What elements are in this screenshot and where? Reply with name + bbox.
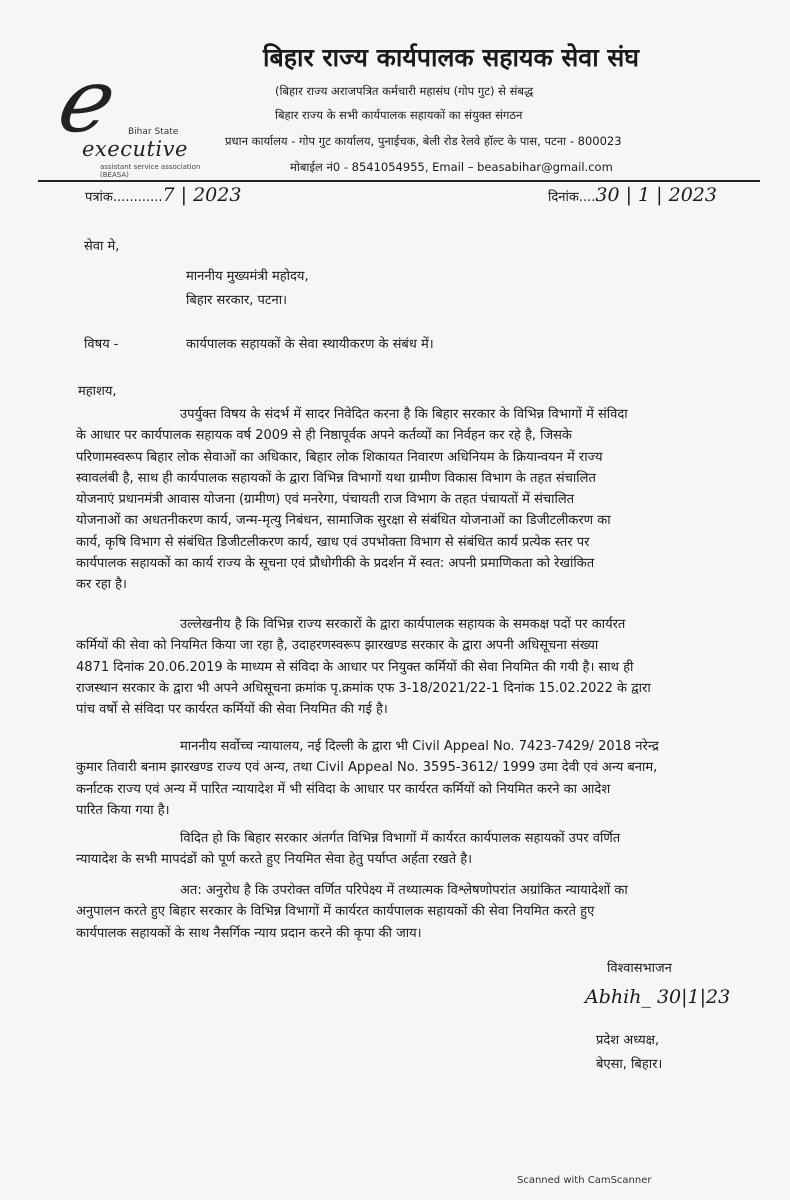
paragraph-line: योजनाएं प्रधानमंत्री आवास योजना (ग्रामीण) एवं मनरेगा, पंचायती राज विभाग के तहत पंचायतों में संचालित (76, 492, 575, 508)
handwritten-signature: Abhih_ 30|1|23 (585, 986, 731, 1008)
contact-line: मोबाईल नं0 - 8541054955, Email – beasabihar@gmail.com (290, 160, 613, 174)
organization-name: बेएसा, बिहार। (596, 1057, 663, 1072)
affiliation-line: (बिहार राज्य अराजपत्रित कर्मचारी महासंघ (गोप गुट) से संबद्ध (275, 84, 534, 98)
patrank-row: पत्रांक............7 | 2023 (85, 184, 242, 206)
paragraph-line: अनुपालन करते हुए बिहार सरकार के विभिन्न विभागों में कार्यरत कार्यपालक सहायकों की सेवा नियमित करते हुए (76, 904, 595, 920)
recipient-line-1: माननीय मुख्यमंत्री महोदय, (186, 269, 309, 284)
paragraph-line: कर रहा है। (76, 577, 127, 593)
paragraph-line: कुमार तिवारी बनाम झारखण्ड राज्य एवं अन्य, तथा Civil Appeal No. 3595-3612/ 1999 उमा देवी एवं अन्य बनाम, (76, 760, 658, 776)
header-divider (38, 180, 760, 182)
paragraph-2 (76, 614, 734, 720)
paragraph-line: राजस्थान सरकार के द्वारा भी अपने अधिसूचना क्रमांक पृ.क्रमांक एफ 3-18/2021/22-1 दिनांक 15.02.2022 के द्वारा (76, 680, 651, 696)
paragraph-line: परिणामस्वरूप बिहार लोक सेवाओं का अधिकार, बिहार लोक शिकायत निवारण अधिनियम के क्रियान्वयन में राज्य (76, 449, 603, 465)
organization-logo (40, 49, 210, 179)
patrank-label: पत्रांक (85, 190, 113, 205)
logo-e-glyph: ℯ (54, 49, 107, 152)
salutation: महाशय, (78, 384, 117, 399)
date-label: दिनांक (548, 190, 579, 205)
subject-label: विषय - (84, 337, 119, 352)
office-address: प्रधान कार्यालय - गोप गुट कार्यालय, पुनाईचक, बेली रोड रेलवे हॉल्ट के पास, पटना - 800023 (225, 134, 622, 148)
paragraph-line: कर्नाटक राज्य एवं अन्य में पारित न्यायादेश में भी संविदा के आधार पर कार्यरत कर्मियों को नियमित करने का आदेश (76, 781, 611, 797)
paragraph-1 (76, 404, 734, 596)
designation: प्रदेश अध्यक्ष, (596, 1033, 660, 1048)
patrank-value: 7 | 2023 (162, 184, 242, 206)
paragraph-line: स्वावलंबी है, साथ ही कार्यपालक सहायकों के द्वारा विभिन्न विभागों यथा ग्रामीण विकास विभाग के तहत संचालित (76, 470, 596, 486)
paragraph-line: अत: अनुरोध है कि उपरोक्त वर्णित परिपेक्ष्य में तथ्यात्मक विश्लेषणोपरांत अग्रांकित न्यायादेशों का (180, 883, 628, 898)
paragraph-line: कार्य, कृषि विभाग से संबंधित डिजीटलीकरण कार्य, खाध एवं उपभोक्ता विभाग से संबंधित कार्य प्रत्येक स्तर पर (76, 534, 590, 550)
paragraph-line: पारित किया गया है। (76, 802, 170, 818)
date-value: 30 | 1 | 2023 (595, 184, 717, 206)
paragraph-line: कार्यपालक सहायकों के साथ नैसर्गिक न्याय प्रदान करने की कृपा की जाय। (76, 925, 422, 941)
paragraph-3 (76, 736, 734, 821)
paragraph-line: उल्लेखनीय है कि विभिन्न राज्य सरकारों के द्वारा कार्यपालक सहायक के समकक्ष पदों पर कार्यरत (180, 617, 626, 632)
vishwas-bhajan: विश्वासभाजन (607, 961, 672, 976)
paragraph-line: योजनाओं का अधतनीकरण कार्य, जन्म-मृत्यु निबंधन, सामाजिक सुरक्षा से संबंधित योजनाओं का डिजीटलीकरण का (76, 513, 611, 529)
organization-title: बिहार राज्य कार्यपालक सहायक सेवा संघ (263, 43, 640, 72)
logo-subtext: assistant service association (BEASA) (100, 163, 201, 179)
paragraph-line: माननीय सर्वोच्च न्यायालय, नई दिल्ली के द्वारा भी Civil Appeal No. 7423-7429/ 2018 नरेन्द्र (180, 739, 659, 754)
paragraph-5 (76, 880, 734, 944)
logo-state-text: Bihar State (128, 127, 179, 137)
paragraph-line: उपर्युक्त विषय के संदर्भ में सादर निवेदित करना है कि बिहार सरकार के विभिन्न विभागों में संविदा (180, 407, 628, 422)
scanner-watermark: Scanned with CamScanner (517, 1175, 652, 1186)
recipient-line-2: बिहार सरकार, पटना। (186, 293, 287, 308)
union-line: बिहार राज्य के सभी कार्यपालक सहायकों का संयुक्त संगठन (275, 108, 523, 122)
paragraph-line: न्यायादेश के सभी मापदंडों को पूर्ण करते हुए नियमित सेवा हेतु पर्याप्त अर्हता रखते है। (76, 852, 473, 868)
paragraph-line: 4871 दिनांक 20.06.2019 के माध्यम से संविदा के आधार पर नियुक्त कर्मियों की सेवा नियमित की गयी है। साथ ही (76, 659, 634, 675)
subject-text: कार्यपालक सहायकों के सेवा स्थायीकरण के संबंध में। (186, 337, 434, 352)
seva-me: सेवा मे, (84, 239, 120, 254)
paragraph-line: पांच वर्षो से संविदा पर कार्यरत कर्मियों की सेवा नियमित की गई है। (76, 702, 388, 718)
paragraph-line: कर्मियों की सेवा को नियमित किया जा रहा है, उदाहरणस्वरूप झारखण्ड सरकार के द्वारा अपनी अधिसूचना संख्या (76, 638, 599, 654)
logo-word: executive (82, 137, 188, 161)
paragraph-line: विदित हो कि बिहार सरकार अंतर्गत विभिन्न विभागों में कार्यरत कार्यपालक सहायकों उपर वर्णित (180, 831, 621, 846)
paragraph-line: के आधार पर कार्यपालक सहायक वर्ष 2009 से ही निष्ठापूर्वक अपने कर्तव्यों का निर्वहन कर रहे है, जिसके (76, 428, 572, 444)
paragraph-4 (76, 828, 734, 871)
paragraph-line: कार्यपालक सहायकों का कार्य राज्य के सूचना एवं प्रौधोगीकी के प्रदर्शन में स्वत: अपनी प्रमाणिकता को रेखांकित (76, 556, 595, 572)
date-row: दिनांक....30 | 1 | 2023 (548, 184, 717, 206)
